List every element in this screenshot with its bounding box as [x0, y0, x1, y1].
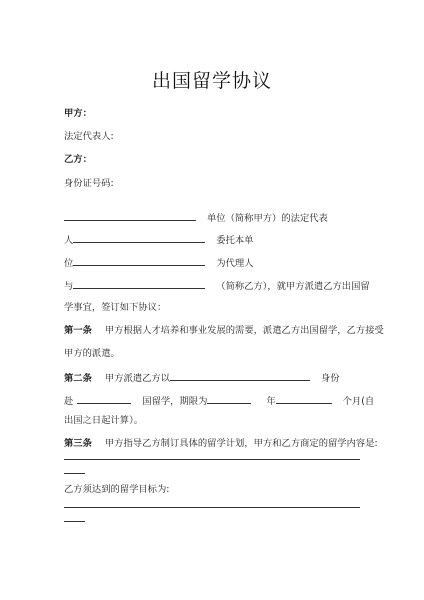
article-2-text: 甲方派遣乙方以 — [104, 373, 170, 384]
agent-line — [64, 256, 253, 270]
article-2-month-text: 个月(自 — [342, 396, 375, 407]
article-1-continuation: 甲方的派遣。 — [64, 348, 120, 359]
representative-line — [64, 233, 253, 247]
article-1-label: 第一条 — [64, 325, 92, 336]
party-b-line — [64, 279, 370, 293]
party-b-line-prefix: 与 — [64, 281, 74, 292]
agent-line-prefix: 位 — [64, 258, 74, 269]
article-3-label: 第三条 — [64, 438, 92, 449]
intro-continuation: 学事宜，签订如下协议： — [64, 302, 167, 313]
article-2 — [64, 371, 340, 385]
unit-line-text: 单位（简称甲方）的法定代表 — [206, 213, 328, 224]
representative-blank[interactable] — [73, 233, 205, 243]
article-3 — [64, 438, 378, 450]
agent-line-text: 为代理人 — [216, 258, 254, 269]
representative-line-prefix: 人 — [64, 235, 74, 246]
article-2-label: 第二条 — [64, 373, 92, 384]
representative-line-text: 委托本单 — [216, 235, 254, 246]
years-blank[interactable] — [207, 394, 251, 404]
article-2-tail: 身份 — [320, 373, 340, 384]
party-b-label: 乙方： — [64, 154, 92, 165]
study-content-line-1[interactable] — [64, 459, 360, 460]
legal-representative-label: 法定代表人: — [64, 131, 114, 142]
identity-blank[interactable] — [170, 371, 310, 381]
study-content-line-2[interactable] — [64, 473, 85, 474]
study-goal-label: 乙方须达到的留学目标为: — [64, 484, 170, 495]
study-goal-line-2[interactable] — [64, 521, 85, 522]
party-b-blank[interactable] — [73, 279, 205, 289]
article-2-study-period-text: 国留学，期限为 — [142, 396, 208, 407]
study-goal-line-1[interactable] — [64, 507, 360, 508]
article-1-text: 甲方根据人才培养和事业发展的需要，派遣乙方出国留学，乙方接受 — [104, 325, 384, 336]
article-2-destination-line — [64, 394, 374, 408]
id-number-label: 身份证号码: — [64, 178, 114, 189]
article-2-year-text: 年 — [266, 396, 276, 407]
months-blank[interactable] — [276, 394, 332, 404]
article-3-text: 甲方指导乙方制订具体的留学计划，甲方和乙方商定的留学内容是: — [104, 438, 378, 449]
agent-blank[interactable] — [73, 256, 205, 266]
party-b-line-text: （简称乙方），就甲方派遣乙方出国留 — [216, 281, 370, 292]
article-2-destination-prefix: 赴 — [64, 396, 74, 407]
unit-name-blank[interactable] — [64, 211, 196, 221]
page-title: 出国留学协议 — [151, 70, 272, 92]
party-a-label: 甲方： — [64, 108, 92, 119]
article-2-continuation: 出国之日起计算）。 — [64, 415, 144, 426]
article-1 — [64, 325, 384, 337]
unit-line — [64, 211, 328, 225]
country-blank[interactable] — [77, 394, 131, 404]
